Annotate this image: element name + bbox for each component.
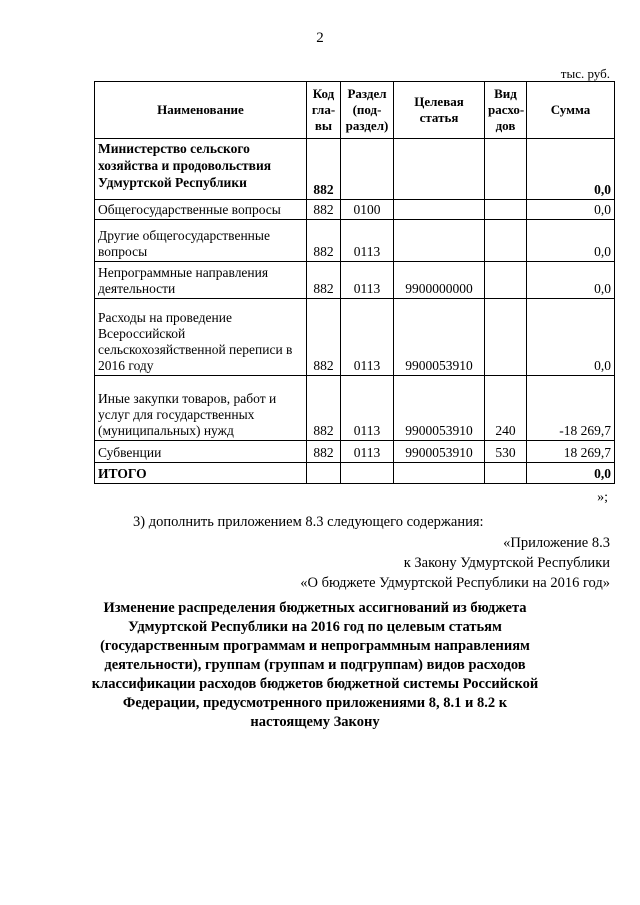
cell-amount: 0,0: [527, 299, 615, 376]
table-row: [95, 139, 615, 200]
cell-section: 0113: [341, 262, 394, 299]
document-heading: Изменение распределения бюджетных ассигнований из бюджета Удмуртской Республики на 2016 год по целевым статьям (государственным программам и непрограммным направлениям деятельности), группам (группам и подгруппам) видов расходов классификации расходов бюджетов бюджетной системы Российской Федерации, предусмотренного приложениями 8, 8.1 и 8.2 к настоящему Закону: [91, 600, 539, 730]
total-amount: 0,0: [527, 463, 615, 484]
cell-type: [485, 139, 527, 200]
cell-article: [394, 220, 485, 262]
cell-amount: 18 269,7: [527, 441, 615, 463]
cell-section: 0113: [341, 376, 394, 441]
item-3-text: 3) дополнить приложением 8.3 следующего содержания:: [133, 514, 484, 530]
total-row: [95, 463, 615, 484]
table-row: [95, 262, 615, 299]
cell-section: 0113: [341, 441, 394, 463]
cell-section: 0100: [341, 200, 394, 220]
cell-code: 882: [307, 441, 341, 463]
appendix-law-ref: к Закону Удмуртской Республики: [403, 555, 610, 571]
header-expense-type: Вид расхо-дов: [485, 82, 527, 139]
cell-code: 882: [307, 262, 341, 299]
cell-article: [394, 463, 485, 484]
cell-type: [485, 262, 527, 299]
cell-article: [394, 139, 485, 200]
cell-article: [394, 200, 485, 220]
header-section: Раздел (под-раздел): [341, 82, 394, 139]
cell-amount: 0,0: [527, 200, 615, 220]
header-amount: Сумма: [527, 82, 615, 139]
appendix-law-name: «О бюджете Удмуртской Республики на 2016 год»: [300, 575, 610, 591]
cell-section: 0113: [341, 220, 394, 262]
appendix-title: «Приложение 8.3: [503, 535, 610, 551]
cell-article: 9900053910: [394, 376, 485, 441]
cell-amount: 0,0: [527, 220, 615, 262]
budget-table: [94, 81, 615, 484]
cell-type: [485, 463, 527, 484]
cell-name: Непрограммные направления деятельности: [95, 262, 307, 299]
cell-code: 882: [307, 220, 341, 262]
header-chapter-code: Код гла-вы: [307, 82, 341, 139]
cell-amount: -18 269,7: [527, 376, 615, 441]
cell-code: [307, 463, 341, 484]
table-header-row: [95, 82, 615, 139]
table-row: [95, 200, 615, 220]
header-name: Наименование: [95, 82, 307, 139]
cell-code: 882: [307, 299, 341, 376]
cell-name: Иные закупки товаров, работ и услуг для государственных (муниципальных) нужд: [95, 376, 307, 441]
total-label: ИТОГО: [95, 463, 307, 484]
cell-code: 882: [307, 376, 341, 441]
cell-amount: 0,0: [527, 139, 615, 200]
cell-name: Субвенции: [95, 441, 307, 463]
cell-article: 9900053910: [394, 299, 485, 376]
cell-type: 240: [485, 376, 527, 441]
cell-name: Другие общегосударственные вопросы: [95, 220, 307, 262]
table-row: [95, 220, 615, 262]
cell-article: 9900000000: [394, 262, 485, 299]
closing-quote-mark: »;: [597, 490, 608, 505]
cell-code: 882: [307, 139, 341, 200]
cell-type: [485, 220, 527, 262]
cell-type: 530: [485, 441, 527, 463]
cell-section: [341, 139, 394, 200]
cell-name: Расходы на проведение Всероссийской сельскохозяйственной переписи в 2016 году: [95, 299, 307, 376]
units-label: тыс. руб.: [560, 66, 610, 81]
table-row: [95, 299, 615, 376]
cell-type: [485, 299, 527, 376]
cell-code: 882: [307, 200, 341, 220]
cell-section: [341, 463, 394, 484]
header-target-article: Целевая статья: [394, 82, 485, 139]
table-row: [95, 376, 615, 441]
cell-section: 0113: [341, 299, 394, 376]
cell-article: 9900053910: [394, 441, 485, 463]
cell-amount: 0,0: [527, 262, 615, 299]
page-number: 2: [316, 30, 324, 46]
table-row: [95, 441, 615, 463]
cell-name: Общегосударственные вопросы: [95, 200, 307, 220]
cell-name: Министерство сельского хозяйства и продовольствия Удмуртской Республики: [95, 139, 307, 200]
cell-type: [485, 200, 527, 220]
